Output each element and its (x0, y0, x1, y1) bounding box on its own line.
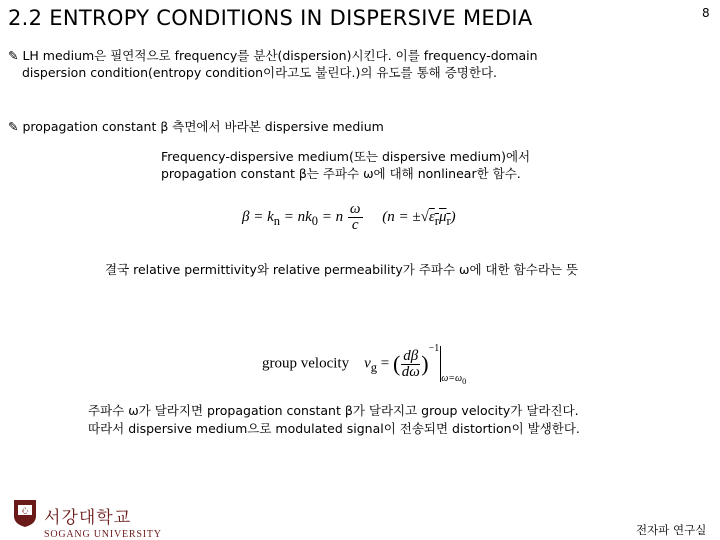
last-line-2: 따라서 dispersive medium으로 modulated signal이 전송되면 distortion이 발생한다. (88, 421, 580, 436)
page-number: 8 (702, 6, 710, 20)
omega-over-c-fraction: $\frac{\omega}{c}$ (349, 201, 361, 233)
university-seal-icon (12, 498, 38, 528)
logo-english: SOGANG UNIVERSITY (44, 529, 162, 540)
conclusion-text: 결국 relative permittivity와 relative permeability가 주파수 ω에 대한 함수라는 뜻 (105, 262, 579, 277)
sub-line-2: propagation constant β는 주파수 ω에 대해 nonlinear한 함수. (161, 166, 521, 181)
university-logo (44, 503, 162, 540)
bullet-1 (8, 47, 538, 64)
pointing-pencil-icon: ✎ (8, 119, 19, 134)
bullet-1-line-2: dispersion condition(entropy condition이라고도 불린다.)의 유도를 통해 증명한다. (22, 65, 498, 80)
pointing-pencil-icon: ✎ (8, 48, 19, 63)
propagation-constant-equation: $\beta = k_n = nk_0 = n$ $\frac{\omega}{c}$ $(n = \pm√\varepsilon_r\mu_r)$ (242, 201, 456, 233)
logo-korean: 서강대학교 (44, 508, 132, 528)
bullet-2 (8, 118, 384, 135)
dbeta-domega-fraction: $\frac{d\beta}{d\omega}$ (401, 347, 420, 380)
slide-title: 2.2 ENTROPY CONDITIONS IN DISPERSIVE MEDIA (8, 6, 533, 30)
last-line-1: 주파수 ω가 달라지면 propagation constant β가 달라지고 group velocity가 달라진다. (88, 403, 579, 418)
bullet-2-text: propagation constant β 측면에서 바라본 dispersive medium (22, 119, 384, 134)
group-velocity-equation: group velocity $v_g$ = ( $\frac{d\beta}{d\omega}$ )$^{-1}_{\omega=\omega_0}$ (262, 343, 467, 387)
svg-text:心: 心 (21, 507, 29, 515)
footer-lab-name: 전자파 연구실 (636, 523, 707, 537)
sqrt-icon: √ (420, 208, 429, 225)
bullet-1-line-1: LH medium은 필연적으로 frequency를 분산(dispersion)시킨다. 이를 frequency-domain (22, 48, 538, 63)
sub-line-1: Frequency-dispersive medium(또는 dispersive medium)에서 (161, 149, 531, 164)
